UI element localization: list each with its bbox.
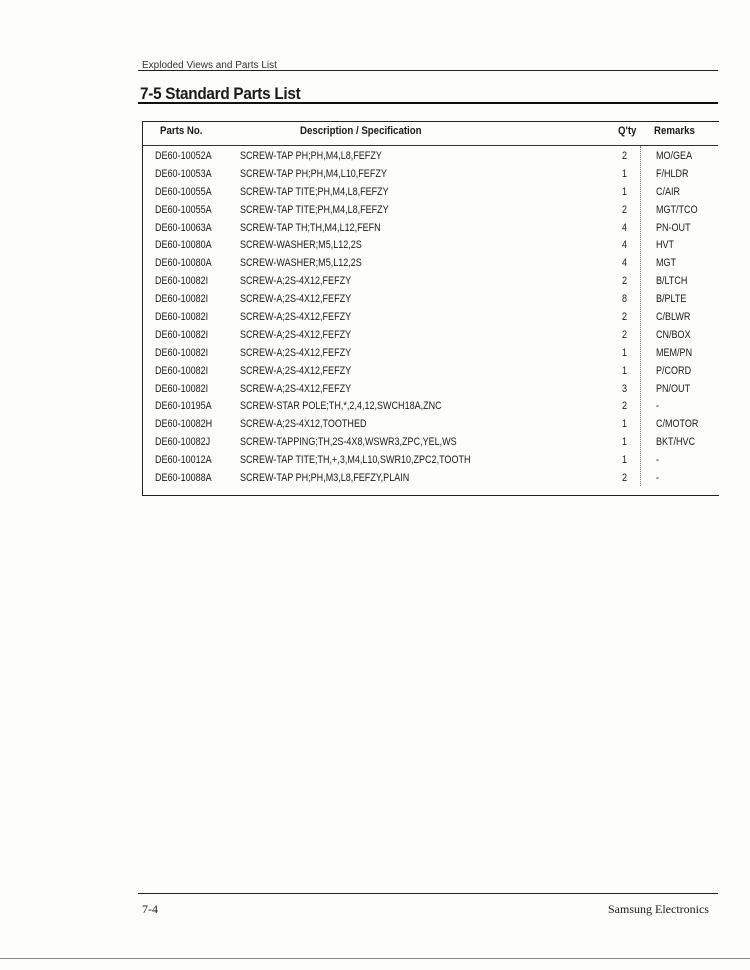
part-number-cell: DE60-10082H bbox=[155, 418, 213, 431]
remarks-cell: CN/BOX bbox=[656, 328, 691, 341]
table-row bbox=[0, 202, 750, 220]
running-header: Exploded Views and Parts List bbox=[142, 60, 277, 71]
column-header-description: Description / Specification bbox=[300, 125, 422, 137]
table-header-rule bbox=[142, 145, 718, 146]
remarks-cell: - bbox=[656, 454, 660, 467]
remarks-cell: B/PLTE bbox=[656, 293, 687, 306]
table-body bbox=[0, 148, 750, 488]
description-cell: SCREW-A;2S-4X12,FEFZY bbox=[240, 382, 352, 395]
part-number-cell: DE60-10082I bbox=[155, 346, 209, 359]
column-header-part-no: Parts No. bbox=[160, 125, 203, 137]
description-cell: SCREW-TAPPING;TH,2S-4X8,WSWR3,ZPC,YEL,WS bbox=[240, 436, 457, 449]
company-name: Samsung Electronics bbox=[608, 902, 709, 916]
part-number-cell: DE60-10082I bbox=[155, 382, 209, 395]
description-cell: SCREW-A;2S-4X12,FEFZY bbox=[240, 311, 352, 324]
quantity-cell: 3 bbox=[622, 382, 628, 395]
table-row bbox=[0, 309, 750, 327]
remarks-cell: MEM/PN bbox=[656, 346, 693, 359]
remarks-cell: B/LTCH bbox=[656, 275, 688, 288]
quantity-cell: 1 bbox=[622, 364, 628, 377]
remarks-cell: HVT bbox=[656, 239, 675, 252]
quantity-cell: 1 bbox=[622, 167, 628, 180]
remarks-cell: - bbox=[656, 472, 660, 485]
part-number-cell: DE60-10195A bbox=[155, 400, 212, 413]
quantity-cell: 1 bbox=[622, 454, 628, 467]
part-number-cell: DE60-10082I bbox=[155, 364, 209, 377]
description-cell: SCREW-TAP TH;TH,M4,L12,FEFN bbox=[240, 221, 381, 234]
description-cell: SCREW-A;2S-4X12,FEFZY bbox=[240, 346, 352, 359]
description-cell: SCREW-A;2S-4X12,FEFZY bbox=[240, 275, 352, 288]
quantity-cell: 1 bbox=[622, 436, 628, 449]
remarks-cell: MGT bbox=[656, 257, 677, 270]
remarks-cell: C/AIR bbox=[656, 185, 681, 198]
table-row bbox=[0, 273, 750, 291]
remarks-cell: C/BLWR bbox=[656, 311, 691, 324]
table-row bbox=[0, 184, 750, 202]
description-cell: SCREW-A;2S-4X12,FEFZY bbox=[240, 293, 352, 306]
part-number-cell: DE60-10082I bbox=[155, 275, 209, 288]
quantity-cell: 2 bbox=[622, 275, 628, 288]
table-row bbox=[0, 416, 750, 434]
quantity-cell: 2 bbox=[622, 311, 628, 324]
description-cell: SCREW-TAP TITE;PH,M4,L8,FEFZY bbox=[240, 203, 389, 216]
part-number-cell: DE60-10052A bbox=[155, 150, 212, 162]
part-number-cell: DE60-10063A bbox=[155, 221, 212, 234]
part-number-cell: DE60-10082I bbox=[155, 328, 209, 341]
table-row bbox=[0, 452, 750, 470]
part-number-cell: DE60-10082J bbox=[155, 436, 211, 449]
remarks-cell: - bbox=[656, 400, 660, 413]
description-cell: SCREW-TAP TITE;TH,+,3,M4,L10,SWR10,ZPC2,TOOTH bbox=[240, 454, 471, 467]
part-number-cell: DE60-10082I bbox=[155, 311, 209, 324]
footer-rule bbox=[138, 893, 718, 894]
part-number-cell: DE60-10055A bbox=[155, 203, 212, 216]
description-cell: SCREW-A;2S-4X12,FEFZY bbox=[240, 328, 352, 341]
remarks-cell: P/CORD bbox=[656, 364, 692, 377]
page-edge-line bbox=[0, 958, 750, 959]
remarks-cell: MO/GEA bbox=[656, 150, 693, 162]
part-number-cell: DE60-10088A bbox=[155, 472, 212, 485]
table-row bbox=[0, 220, 750, 238]
description-cell: SCREW-TAP TITE;PH,M4,L8,FEFZY bbox=[240, 185, 389, 198]
description-cell: SCREW-WASHER;M5,L12,2S bbox=[240, 257, 362, 270]
table-row bbox=[0, 166, 750, 184]
description-cell: SCREW-TAP PH;PH,M4,L10,FEFZY bbox=[240, 167, 387, 180]
quantity-cell: 1 bbox=[622, 418, 628, 431]
quantity-cell: 4 bbox=[622, 221, 628, 234]
quantity-cell: 1 bbox=[622, 346, 628, 359]
table-row bbox=[0, 291, 750, 309]
part-number-cell: DE60-10080A bbox=[155, 239, 212, 252]
description-cell: SCREW-STAR POLE;TH,*,2,4,12,SWCH18A,ZNC bbox=[240, 400, 442, 413]
quantity-cell: 2 bbox=[622, 328, 628, 341]
quantity-cell: 1 bbox=[622, 185, 628, 198]
section-title: 7-5 Standard Parts List bbox=[140, 84, 301, 103]
description-cell: SCREW-A;2S-4X12,FEFZY bbox=[240, 364, 352, 377]
section-title-rule bbox=[138, 102, 718, 104]
table-row bbox=[0, 363, 750, 381]
description-cell: SCREW-TAP PH;PH,M3,L8,FEFZY,PLAIN bbox=[240, 472, 410, 485]
part-number-cell: DE60-10012A bbox=[155, 454, 212, 467]
remarks-cell: MGT/TCO bbox=[656, 203, 698, 216]
quantity-cell: 2 bbox=[622, 150, 628, 162]
table-row bbox=[0, 255, 750, 273]
quantity-cell: 4 bbox=[622, 257, 628, 270]
description-cell: SCREW-A;2S-4X12,TOOTHED bbox=[240, 418, 367, 431]
table-row bbox=[0, 237, 750, 255]
table-row bbox=[0, 381, 750, 399]
header-rule bbox=[138, 70, 718, 71]
part-number-cell: DE60-10082I bbox=[155, 293, 209, 306]
quantity-cell: 4 bbox=[622, 239, 628, 252]
part-number-cell: DE60-10053A bbox=[155, 167, 212, 180]
description-cell: SCREW-TAP PH;PH,M4,L8,FEFZY bbox=[240, 150, 382, 162]
table-row bbox=[0, 148, 750, 166]
table-row bbox=[0, 470, 750, 488]
quantity-cell: 2 bbox=[622, 203, 628, 216]
description-cell: SCREW-WASHER;M5,L12,2S bbox=[240, 239, 362, 252]
column-header-qty: Q'ty bbox=[618, 125, 637, 137]
part-number-cell: DE60-10080A bbox=[155, 257, 212, 270]
remarks-cell: F/HLDR bbox=[656, 167, 689, 180]
remarks-cell: PN-OUT bbox=[656, 221, 691, 234]
table-row bbox=[0, 434, 750, 452]
quantity-cell: 8 bbox=[622, 293, 628, 306]
quantity-cell: 2 bbox=[622, 472, 628, 485]
remarks-cell: BKT/HVC bbox=[656, 436, 696, 449]
remarks-cell: C/MOTOR bbox=[656, 418, 699, 431]
part-number-cell: DE60-10055A bbox=[155, 185, 212, 198]
table-row bbox=[0, 345, 750, 363]
table-row bbox=[0, 327, 750, 345]
column-header-remarks: Remarks bbox=[654, 125, 695, 137]
remarks-cell: PN/OUT bbox=[656, 382, 691, 395]
table-row bbox=[0, 398, 750, 416]
page-number: 7-4 bbox=[142, 902, 158, 916]
quantity-cell: 2 bbox=[622, 400, 628, 413]
